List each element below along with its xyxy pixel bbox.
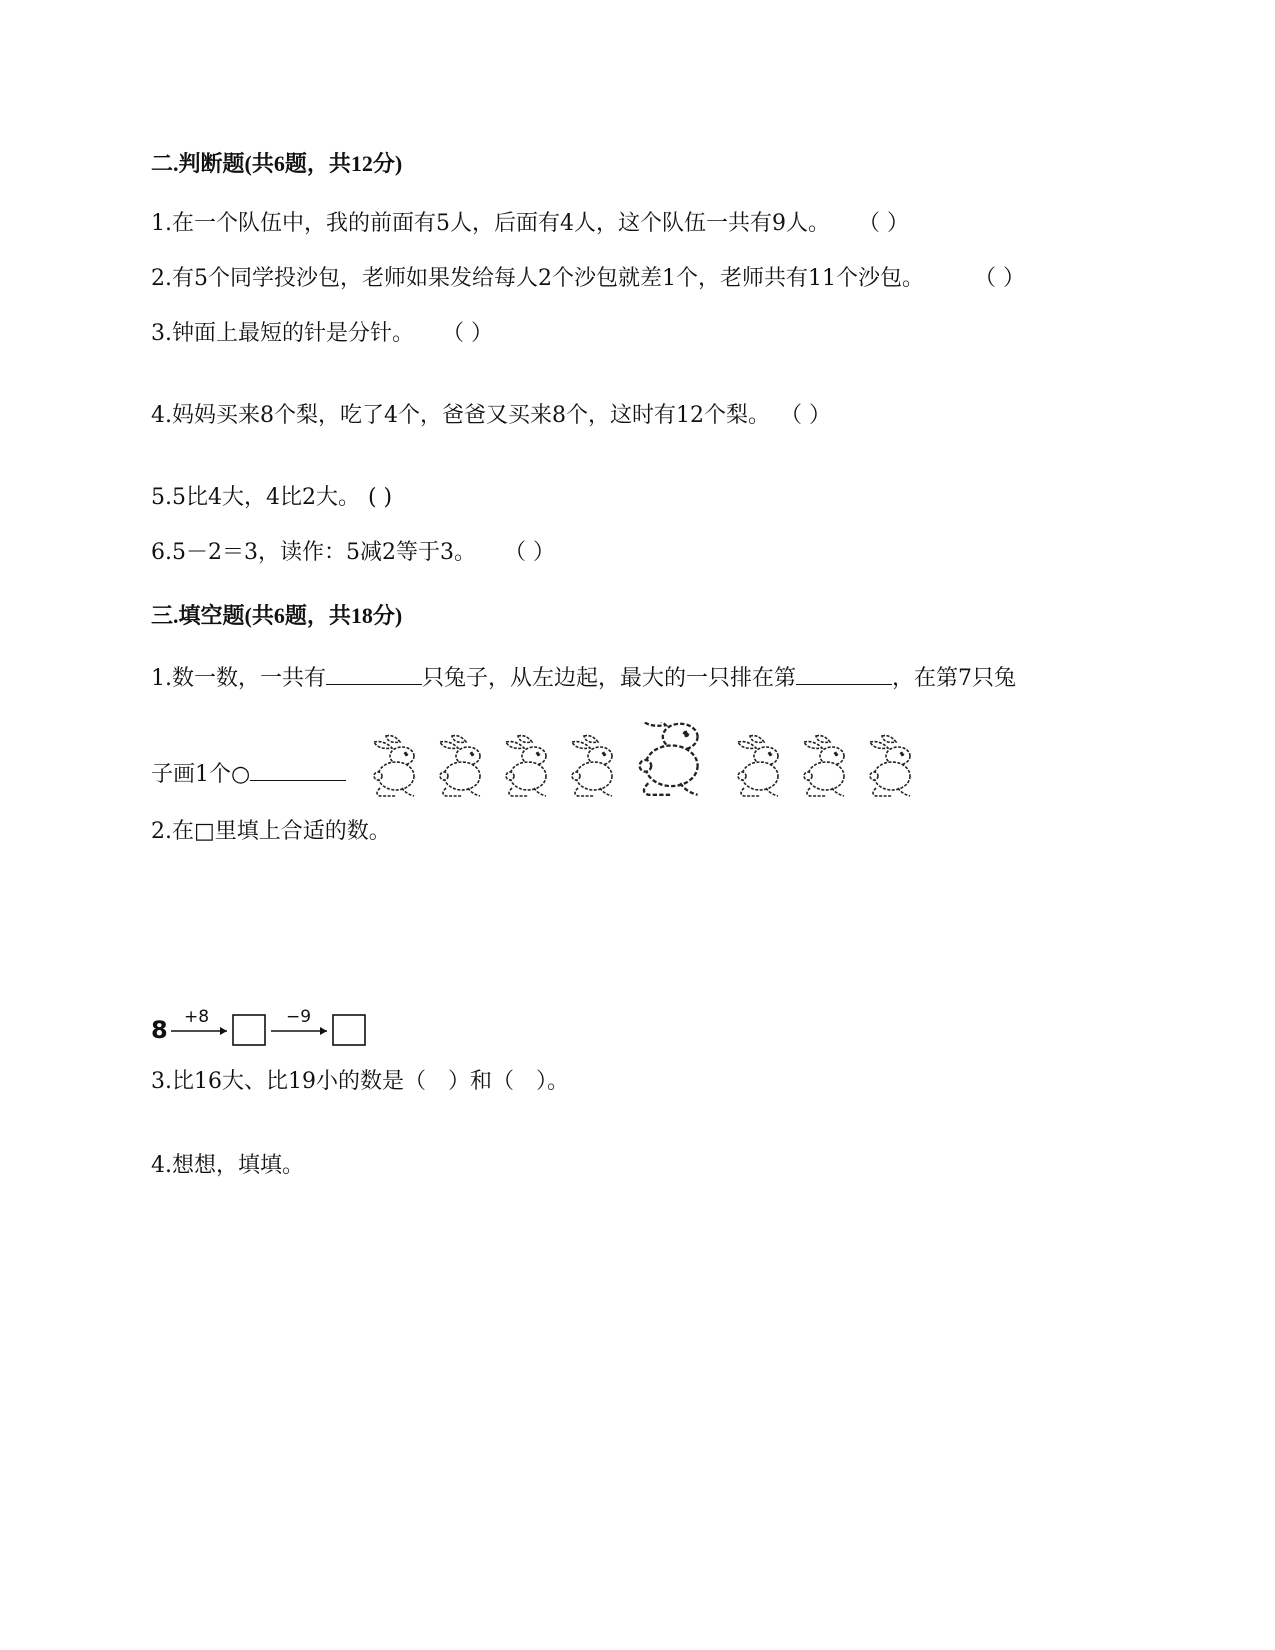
fill-question-2: 2.在□里填上合适的数。: [151, 819, 391, 844]
question-text: 6.5－2＝3，读作：5减2等于3。: [151, 540, 476, 565]
arrow-2-head: [320, 1027, 327, 1035]
judgment-question-2: [151, 265, 1025, 293]
judgment-question-3: [151, 320, 493, 348]
question-text: ，在第7只兔: [892, 666, 1017, 691]
judgment-question-6: [151, 539, 555, 567]
section-heading-fill-in: 三.填空题(共6题，共18分): [151, 603, 403, 628]
answer-box-1[interactable]: [233, 1015, 265, 1045]
number-chain-diagram: [151, 1004, 381, 1054]
question-text: 2.有5个同学投沙包，老师如果发给每人2个沙包就差1个，老师共有11个沙包。: [151, 266, 924, 291]
rabbit-row-image: [366, 722, 966, 812]
question-text: 4.妈妈买来8个梨，吃了4个，爸爸又买来8个，这时有12个梨。: [151, 403, 770, 428]
question-text: 只兔子，从左边起，最大的一只排在第: [422, 666, 797, 691]
question-text: 1.在一个队伍中，我的前面有5人，后面有4人，这个队伍一共有9人。: [151, 211, 830, 236]
arrow-1-head: [220, 1027, 227, 1035]
answer-parentheses[interactable]: （ ）: [442, 321, 493, 346]
answer-parentheses[interactable]: （ ）: [779, 403, 831, 428]
question-text: 3.钟面上最短的针是分针。: [151, 321, 414, 346]
question-text: 1.数一数，一共有: [151, 666, 326, 691]
judgment-question-1: [151, 210, 909, 238]
fill-question-1-line-1: [151, 664, 1016, 693]
section-heading-judgment: 二.判断题(共6题，共12分): [151, 151, 403, 176]
fill-question-4: 4.想想，填填。: [151, 1153, 304, 1178]
answer-parentheses[interactable]: ( ): [367, 485, 393, 510]
chain-op-1: +8: [184, 1007, 210, 1027]
answer-blank-circle[interactable]: [250, 760, 346, 781]
judgment-question-4: [151, 402, 831, 430]
answer-parentheses[interactable]: （ ）: [973, 266, 1025, 291]
answer-blank-position[interactable]: [796, 664, 892, 685]
question-text: 子画1个○: [151, 762, 251, 787]
answer-parentheses[interactable]: （ ）: [503, 540, 555, 565]
chain-op-2: −9: [286, 1007, 312, 1027]
question-text: 5.5比4大，4比2大。: [151, 485, 360, 510]
chain-start-number: 8: [151, 1016, 168, 1044]
fill-question-3: 3.比16大、比19小的数是（ ）和（ ）。: [151, 1069, 569, 1094]
answer-blank-count[interactable]: [326, 664, 422, 685]
fill-question-1-line-2: [151, 760, 346, 789]
answer-box-2[interactable]: [333, 1015, 365, 1045]
judgment-question-5: [151, 484, 392, 512]
answer-parentheses[interactable]: （ ）: [857, 211, 909, 236]
